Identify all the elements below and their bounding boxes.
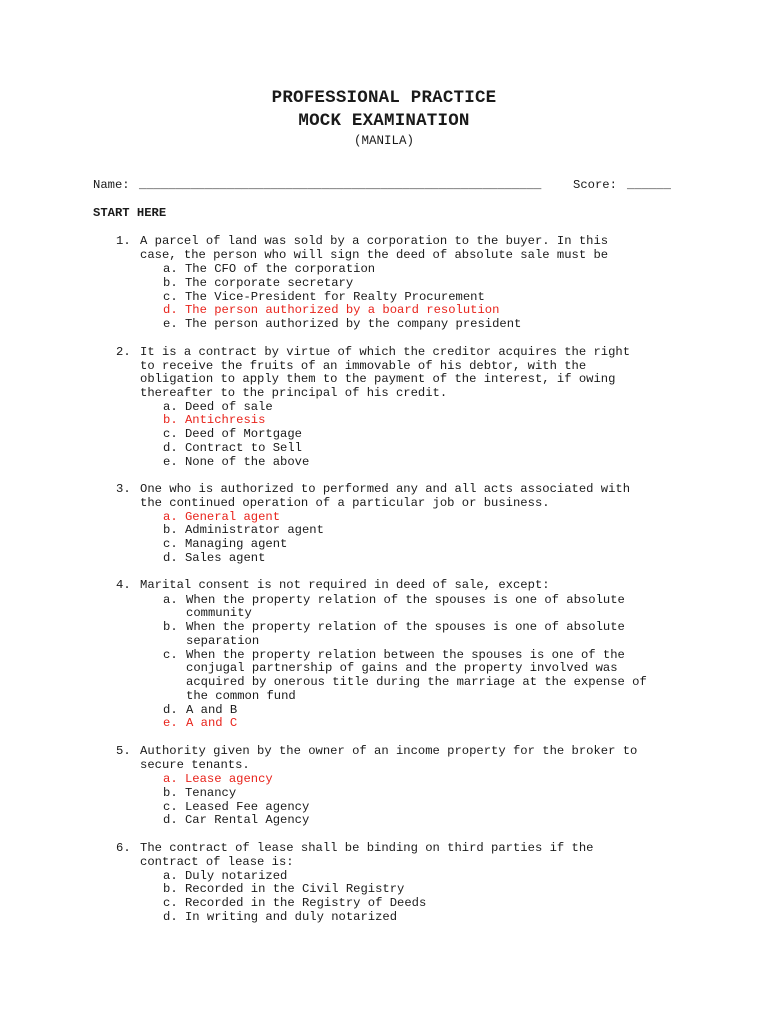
score-label: Score: <box>573 178 617 192</box>
start-here-label: START HERE <box>93 206 167 220</box>
choice-correct-answer: A and C <box>186 716 238 730</box>
question-number: 3. <box>116 482 131 496</box>
question-text-line: obligation to apply them to the payment of the interest, if owing <box>140 372 616 386</box>
choice: acquired by onerous title during the marriage at the expense of <box>186 675 647 689</box>
choice-letter: c. <box>163 648 178 662</box>
choice-correct-answer: a. General agent <box>163 510 281 524</box>
exam-location: (MANILA) <box>353 134 414 148</box>
question-text-line: One who is authorized to performed any and all acts associated with <box>140 482 631 496</box>
question-text-line: Authority given by the owner of an income property for the broker to <box>140 744 638 758</box>
choice: d. Sales agent <box>163 551 266 565</box>
question-text-line: to receive the fruits of an immovable of his debtor, with the <box>140 359 587 373</box>
choice: the common fund <box>186 689 296 703</box>
question-text-line: A parcel of land was sold by a corporation to the buyer. In this <box>140 234 609 248</box>
question-number: 6. <box>116 841 131 855</box>
choice: b. The corporate secretary <box>163 276 354 290</box>
choice-letter: d. <box>163 703 178 717</box>
choice: d. In writing and duly notarized <box>163 910 398 924</box>
question-number: 1. <box>116 234 131 248</box>
question-text-line: thereafter to the principal of his credit. <box>140 386 448 400</box>
choice-letter: b. <box>163 620 178 634</box>
question-text-line: secure tenants. <box>140 758 250 772</box>
name-label: Name: <box>93 178 130 192</box>
exam-title-line-2: MOCK EXAMINATION <box>298 111 470 131</box>
name-blank: _______________________________________________________ <box>139 178 542 192</box>
choice: c. Managing agent <box>163 537 288 551</box>
question-text-line: It is a contract by virtue of which the creditor acquires the right <box>140 345 631 359</box>
exam-title-line-1: PROFESSIONAL PRACTICE <box>271 88 497 108</box>
choice: d. Contract to Sell <box>163 441 302 455</box>
choice: e. The person authorized by the company president <box>163 317 522 331</box>
choice: When the property relation of the spouses is one of absolute <box>186 593 625 607</box>
choice: c. Recorded in the Registry of Deeds <box>163 896 427 910</box>
choice-letter-correct: e. <box>163 716 178 730</box>
choice: When the property relation between the spouses is one of the <box>186 648 625 662</box>
choice: b. Recorded in the Civil Registry <box>163 882 405 896</box>
choice: A and B <box>186 703 238 717</box>
choice-correct-answer: b. Antichresis <box>163 413 266 427</box>
choice: community <box>186 606 252 620</box>
choice-letter: a. <box>163 593 178 607</box>
question-number: 4. <box>116 578 131 592</box>
question-text-line: Marital consent is not required in deed of sale, except: <box>140 578 550 592</box>
question-number: 5. <box>116 744 131 758</box>
choice: d. Car Rental Agency <box>163 813 310 827</box>
choice: a. Duly notarized <box>163 869 288 883</box>
choice: a. Deed of sale <box>163 400 273 414</box>
question-text-line: case, the person who will sign the deed of absolute sale must be <box>140 248 609 262</box>
choice: c. The Vice-President for Realty Procurement <box>163 290 485 304</box>
choice: When the property relation of the spouses is one of absolute <box>186 620 625 634</box>
choice: e. None of the above <box>163 455 310 469</box>
choice: c. Deed of Mortgage <box>163 427 302 441</box>
choice-correct-answer: a. Lease agency <box>163 772 273 786</box>
choice: b. Administrator agent <box>163 523 324 537</box>
question-text-line: The contract of lease shall be binding on third parties if the <box>140 841 594 855</box>
choice: c. Leased Fee agency <box>163 800 310 814</box>
question-text-line: the continued operation of a particular job or business. <box>140 496 550 510</box>
question-text-line: contract of lease is: <box>140 855 294 869</box>
choice: separation <box>186 634 260 648</box>
choice: b. Tenancy <box>163 786 237 800</box>
choice: conjugal partnership of gains and the property involved was <box>186 661 618 675</box>
question-number: 2. <box>116 345 131 359</box>
score-blank: ______ <box>627 178 671 192</box>
choice-correct-answer: d. The person authorized by a board resolution <box>163 303 500 317</box>
choice: a. The CFO of the corporation <box>163 262 376 276</box>
